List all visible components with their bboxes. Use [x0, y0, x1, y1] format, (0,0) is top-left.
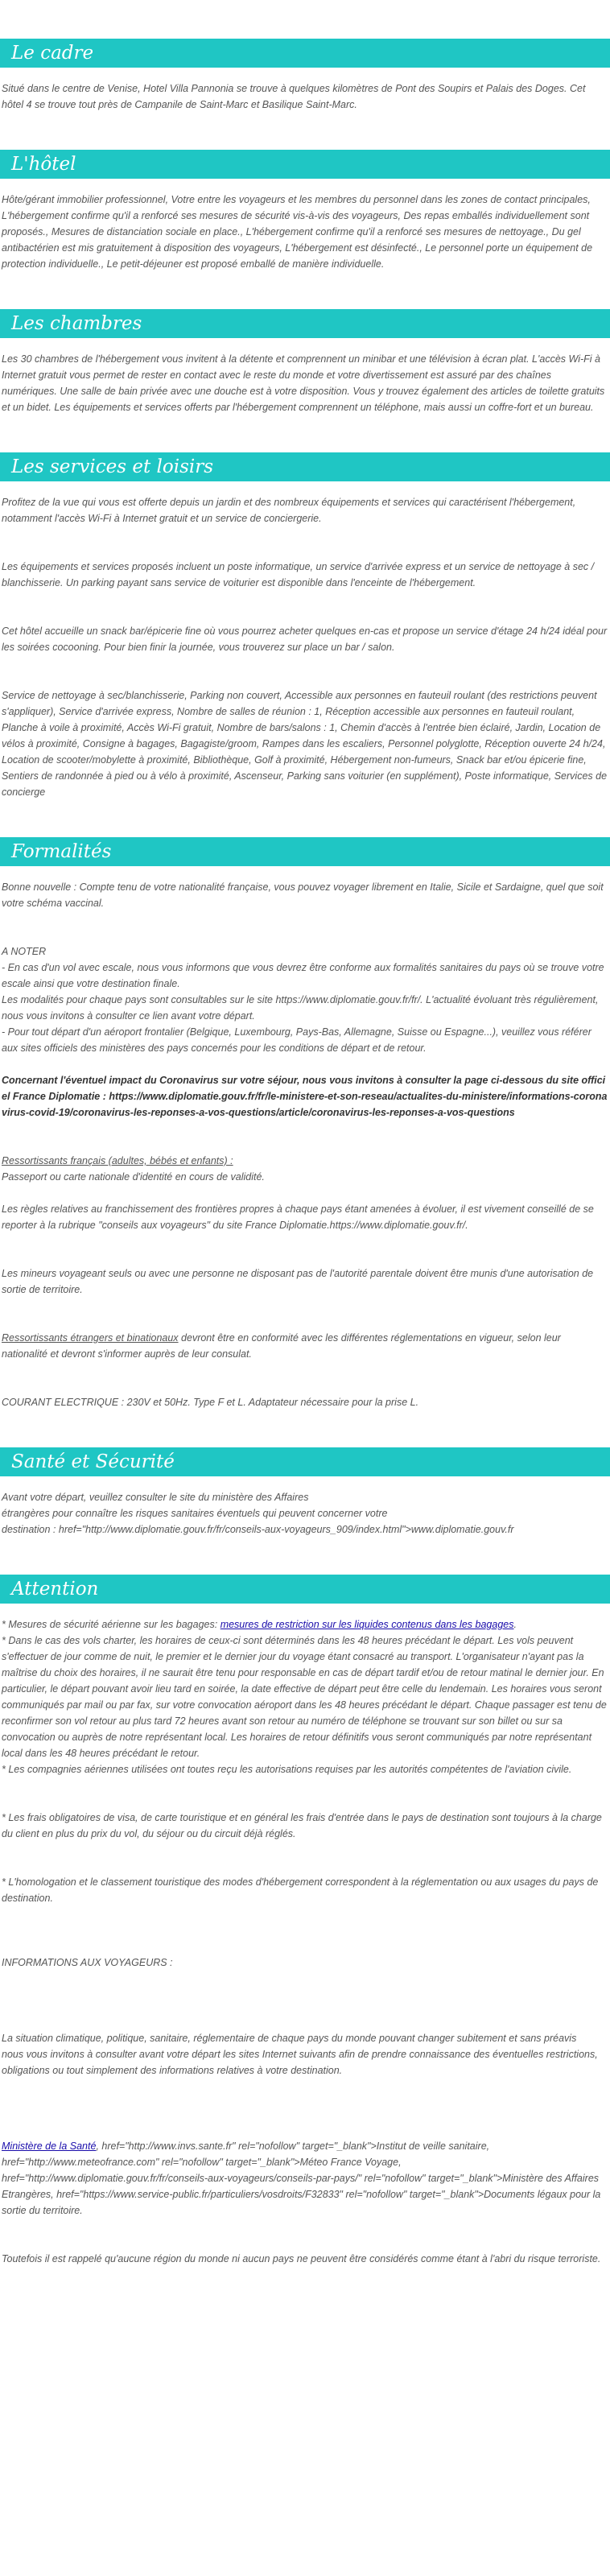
attention-item-1-prefix: * Mesures de sécurité aérienne sur les bagages: [2, 1619, 221, 1630]
section-title-attention: Attention [0, 1575, 610, 1604]
cadre-text: Situé dans le centre de Venise, Hotel Villa Pannonia se trouve à quelques kilomètres de Pont des Soupirs et Palais des Doges. Cet hôtel 4 se trouve tout près de Campanile de Saint-Marc et Basilique Saint-Marc. [2, 83, 586, 110]
formalites-intro: Bonne nouvelle : Compte tenu de votre nationalité française, vous pouvez voyager librement en Italie, Sicile et Sardaigne, quel que soit votre schéma vaccinal. [2, 881, 604, 909]
section-title-hotel: L'hôtel [0, 150, 610, 179]
attention-item-4: * Les frais obligatoires de visa, de carte touristique et en général les frais d'entrée dans le pays de destination sont toujours à la charge du client en plus du prix du vol, du séjour ou du circuit déjà réglés. [2, 1812, 602, 1839]
links-paragraph-rest: , href="http://www.invs.sante.fr" rel="nofollow" target="_blank">Institut de veille sanitaire, href="http://www.meteofrance.com" rel="nofollow" target="_blank">Méteo France Voyage, href="http://www.diplomatie.gouv.fr/fr/conseils-aux-voyageurs/conseils-par-pays/" rel="nofollow" target="_blank">Ministère des Affaires Etrangères, href="https://www.service-public.fr/particuliers/vosdroits/F32833" rel="nofollow" target="_blank">Documents légaux pour la sortie du territoire. [2, 2140, 601, 2216]
section-title-sante: Santé et Sécurité [0, 1447, 610, 1476]
noter-item-2: Les modalités pour chaque pays sont consultables sur le site https://www.diplomatie.gouv.fr/fr/. L'actualité évoluant très régulièrement, nous vous invitons à consulter ce lien avant votre départ. [2, 994, 599, 1022]
section-body-hotel [0, 179, 610, 272]
section-title-services: Les services et loisirs [0, 452, 610, 481]
section-body-chambres [0, 338, 610, 415]
section-title-formalites: Formalités [0, 837, 610, 866]
etrangers-text: devront être en conformité avec les différentes réglementations en vigueur, selon leur nationalité et devront s'informer auprès de leur consulat. [2, 1332, 561, 1360]
section-body-attention [0, 1604, 610, 2267]
attention-item-1 [2, 1616, 608, 1633]
chambres-text: Les 30 chambres de l'hébergement vous invitent à la détente et comprennent un minibar et une télévision à écran plat. L'accès Wi-Fi à Internet gratuit vous permet de rester en contact avec le reste du monde et votre divertissement est assuré par des chaînes numériques. Une salle de bain privée avec une douche est à votre disposition. Vous y trouvez également des articles de toilette gratuits et un bidet. Les équipements et services offerts par l'hébergement comprennent un téléphone, mais aussi un coffre-fort et un bureau. [2, 353, 605, 413]
ressortissants-title: Ressortissants français (adultes, bébés et enfants) : [2, 1155, 233, 1166]
section-formalites [0, 837, 610, 1410]
section-title-cadre: Le cadre [0, 39, 610, 68]
section-body-services [0, 481, 610, 800]
info-voyageurs-title: INFORMATIONS AUX VOYAGEURS : [2, 1957, 173, 1968]
noter-item-3: - Pour tout départ d'un aéroport frontalier (Belgique, Luxembourg, Pays-Bas, Allemagne, Suisse ou Espagne...), veuillez vous référer aux sites officiels des ministères des pays concernés pour les conditions de départ et de retour. [2, 1026, 591, 1054]
services-paragraph-1: Profitez de la vue qui vous est offerte depuis un jardin et des nombreux équipements et services qui caractérisent l'hébergement, notamment l'accès Wi-Fi à Internet gratuit et un service de conciergerie. [2, 497, 576, 524]
info-voyageurs-line-1: La situation climatique, politique, sanitaire, réglementaire de chaque pays du monde pouvant changer subitement et sans préavis [2, 2033, 577, 2044]
section-chambres [0, 309, 610, 415]
noter-title: A NOTER [2, 946, 47, 957]
info-voyageurs-line-2: nous vous invitons à consulter avant votre départ les sites Internet suivants afin de prendre connaissance des éventuelles restrictions, obligations ou tout simplement des informations relatives à votre destination. [2, 2049, 598, 2076]
section-title-chambres: Les chambres [0, 309, 610, 338]
section-body-cadre [0, 68, 610, 113]
attention-item-3: * Les compagnies aériennes utilisées ont toutes reçu les autorisations requises par les autorités compétentes de l'aviation civile. [2, 1764, 572, 1775]
services-paragraph-3: Cet hôtel accueille un snack bar/épicerie fine où vous pourrez acheter quelques en-cas et propose un service d'étage 24 h/24 idéal pour les soirées cocooning. Pour bien finir la journée, vous trouverez sur place un bar / salon. [2, 625, 608, 653]
section-attention [0, 1575, 610, 2267]
etrangers-paragraph [2, 1330, 608, 1362]
etrangers-title: Ressortissants étrangers et binationaux [2, 1332, 179, 1344]
hotel-text: Hôte/gérant immobilier professionnel, Votre entre les voyageurs et les membres du personnel dans les zones de contact principales, L'hébergement confirme qu'il a renforcé ses mesures de sécurité vis-à-vis des voyageurs, Des repas emballés individuellement sont proposés., Mesures de distanciation sociale en place., L'hébergement confirme qu'il a renforcé ses mesures de nettoyage., Du gel antibactérien est mis gratuitement à disposition des voyageurs, L'hébergement est désinfecté., Le personnel porte un équipement de protection individuelle., Le petit-déjeuner est proposé emballé de manière individuelle. [2, 194, 593, 270]
section-hotel [0, 150, 610, 272]
section-cadre [0, 39, 610, 113]
noter-item-1: - En cas d'un vol avec escale, nous vous informons que vous devrez être conforme aux formalités sanitaires du pays où se trouve votre escale ainsi que votre destination finale. [2, 962, 604, 989]
services-paragraph-4: Service de nettoyage à sec/blanchisserie, Parking non couvert, Accessible aux personnes en fauteuil roulant (des restrictions peuvent s'appliquer), Service d'arrivée express, Nombre de salles de réunion : 1, Réception accessible aux personnes en fauteuil roulant, Planche à voile à proximité, Accès Wi-Fi gratuit, Nombre de bars/salons : 1, Chemin d'accès à l'entrée bien éclairé, Jardin, Location de vélos à proximité, Consigne à bagages, Bagagiste/groom, Rampes dans les escaliers, Personnel polyglotte, Réception ouverte 24 h/24, Location de scooter/mobylette à proximité, Bibliothèque, Golf à proximité, Hébergement non-fumeurs, Snack bar et/ou épicerie fine, Sentiers de randonnée à pied ou à vélo à proximité, Ascenseur, Parking sans voiturier (en supplément), Poste informatique, Services de concierge [2, 690, 608, 798]
section-services [0, 452, 610, 800]
attention-item-1-suffix: . [513, 1619, 517, 1630]
attention-item-5: * L'homologation et le classement touristique des modes d'hébergement correspondent à la réglementation ou aux usages du pays de destination. [2, 1876, 599, 1904]
ministere-sante-link[interactable]: Ministère de la Santé [2, 2140, 97, 2152]
section-body-formalites [0, 866, 610, 1410]
sante-line-1: Avant votre départ, veuillez consulter le site du ministère des Affaires [2, 1492, 309, 1503]
sante-line-3: destination : href="http://www.diplomatie.gouv.fr/fr/conseils-aux-voyageurs_909/index.html">www.diplomatie.gouv.fr [2, 1524, 514, 1535]
sante-line-2: étrangères pour connaître les risques sanitaires éventuels qui peuvent concerner votre [2, 1508, 388, 1519]
ressortissants-text: Passeport ou carte nationale d'identité en cours de validité. [2, 1171, 265, 1183]
covid-notice: Concernant l'éventuel impact du Coronavirus sur votre séjour, nous vous invitons à consulter la page ci-dessous du site officiel France Diplomatie : https://www.diplomatie.gouv.fr/fr/le-ministere-et-son-reseau/actualites-du-ministere/informations-coronavirus-covid-19/coronavirus-les-reponses-a-vos-questions/article/coronavirus-les-reponses-a-vos-questions [2, 1075, 608, 1118]
mineurs-text: Les mineurs voyageant seuls ou avec une personne ne disposant pas de l'autorité parentale doivent être munis d'une autorisation de sortie de territoire. [2, 1268, 594, 1295]
regles-text: Les règles relatives au franchissement des frontières propres à chaque pays étant amenées à évoluer, il est vivement conseillé de se reporter à la rubrique "conseils aux voyageurs" du site France Diplomatie.https://www.diplomatie.gouv.fr/. [2, 1203, 594, 1231]
links-paragraph [2, 2138, 608, 2219]
section-sante [0, 1447, 610, 1538]
section-body-sante [0, 1476, 610, 1538]
courant-text: COURANT ELECTRIQUE : 230V et 50Hz. Type F et L. Adaptateur nécessaire pour la prise L. [2, 1397, 419, 1408]
attention-item-2: * Dans le cas des vols charter, les horaires de ceux-ci sont déterminés dans les 48 heures précédant le départ. Les vols peuvent s'effectuer de jour comme de nuit, le premier et le dernier jour du voyage étant consacré au transport. L'organisateur n'ayant pas la maîtrise du choix des horaires, il ne saurait être tenu pour responsable en cas de départ tardif et/ou de retour matinal le dernier jour. En particulier, le départ pouvant avoir lieu tard en soirée, la date effective de départ peut être celle du lendemain. Les horaires vous seront communiqués par mail ou par fax, sur votre convocation aéroport dans les 48 heures précédant le départ. Chaque passager est tenu de reconfirmer son vol retour au plus tard 72 heures avant son retour au numéro de téléphone se trouvant sur son billet ou sur sa convocation ou auprès de notre représentant local. Les horaires de retour définitifs vous seront communiqués par notre représentant local dans les 48 heures précédant le retour. [2, 1635, 607, 1759]
liquids-restriction-link[interactable]: mesures de restriction sur les liquides contenus dans les bagages [220, 1619, 514, 1630]
services-paragraph-2: Les équipements et services proposés incluent un poste informatique, un service d'arrivée express et un service de nettoyage à sec / blanchisserie. Un parking payant sans service de voiturier est disponible dans l'enceinte de l'hébergement. [2, 561, 595, 588]
terrorisme-text: Toutefois il est rappelé qu'aucune région du monde ni aucun pays ne peuvent être considérés comme étant à l'abri du risque terroriste. [2, 2253, 601, 2264]
